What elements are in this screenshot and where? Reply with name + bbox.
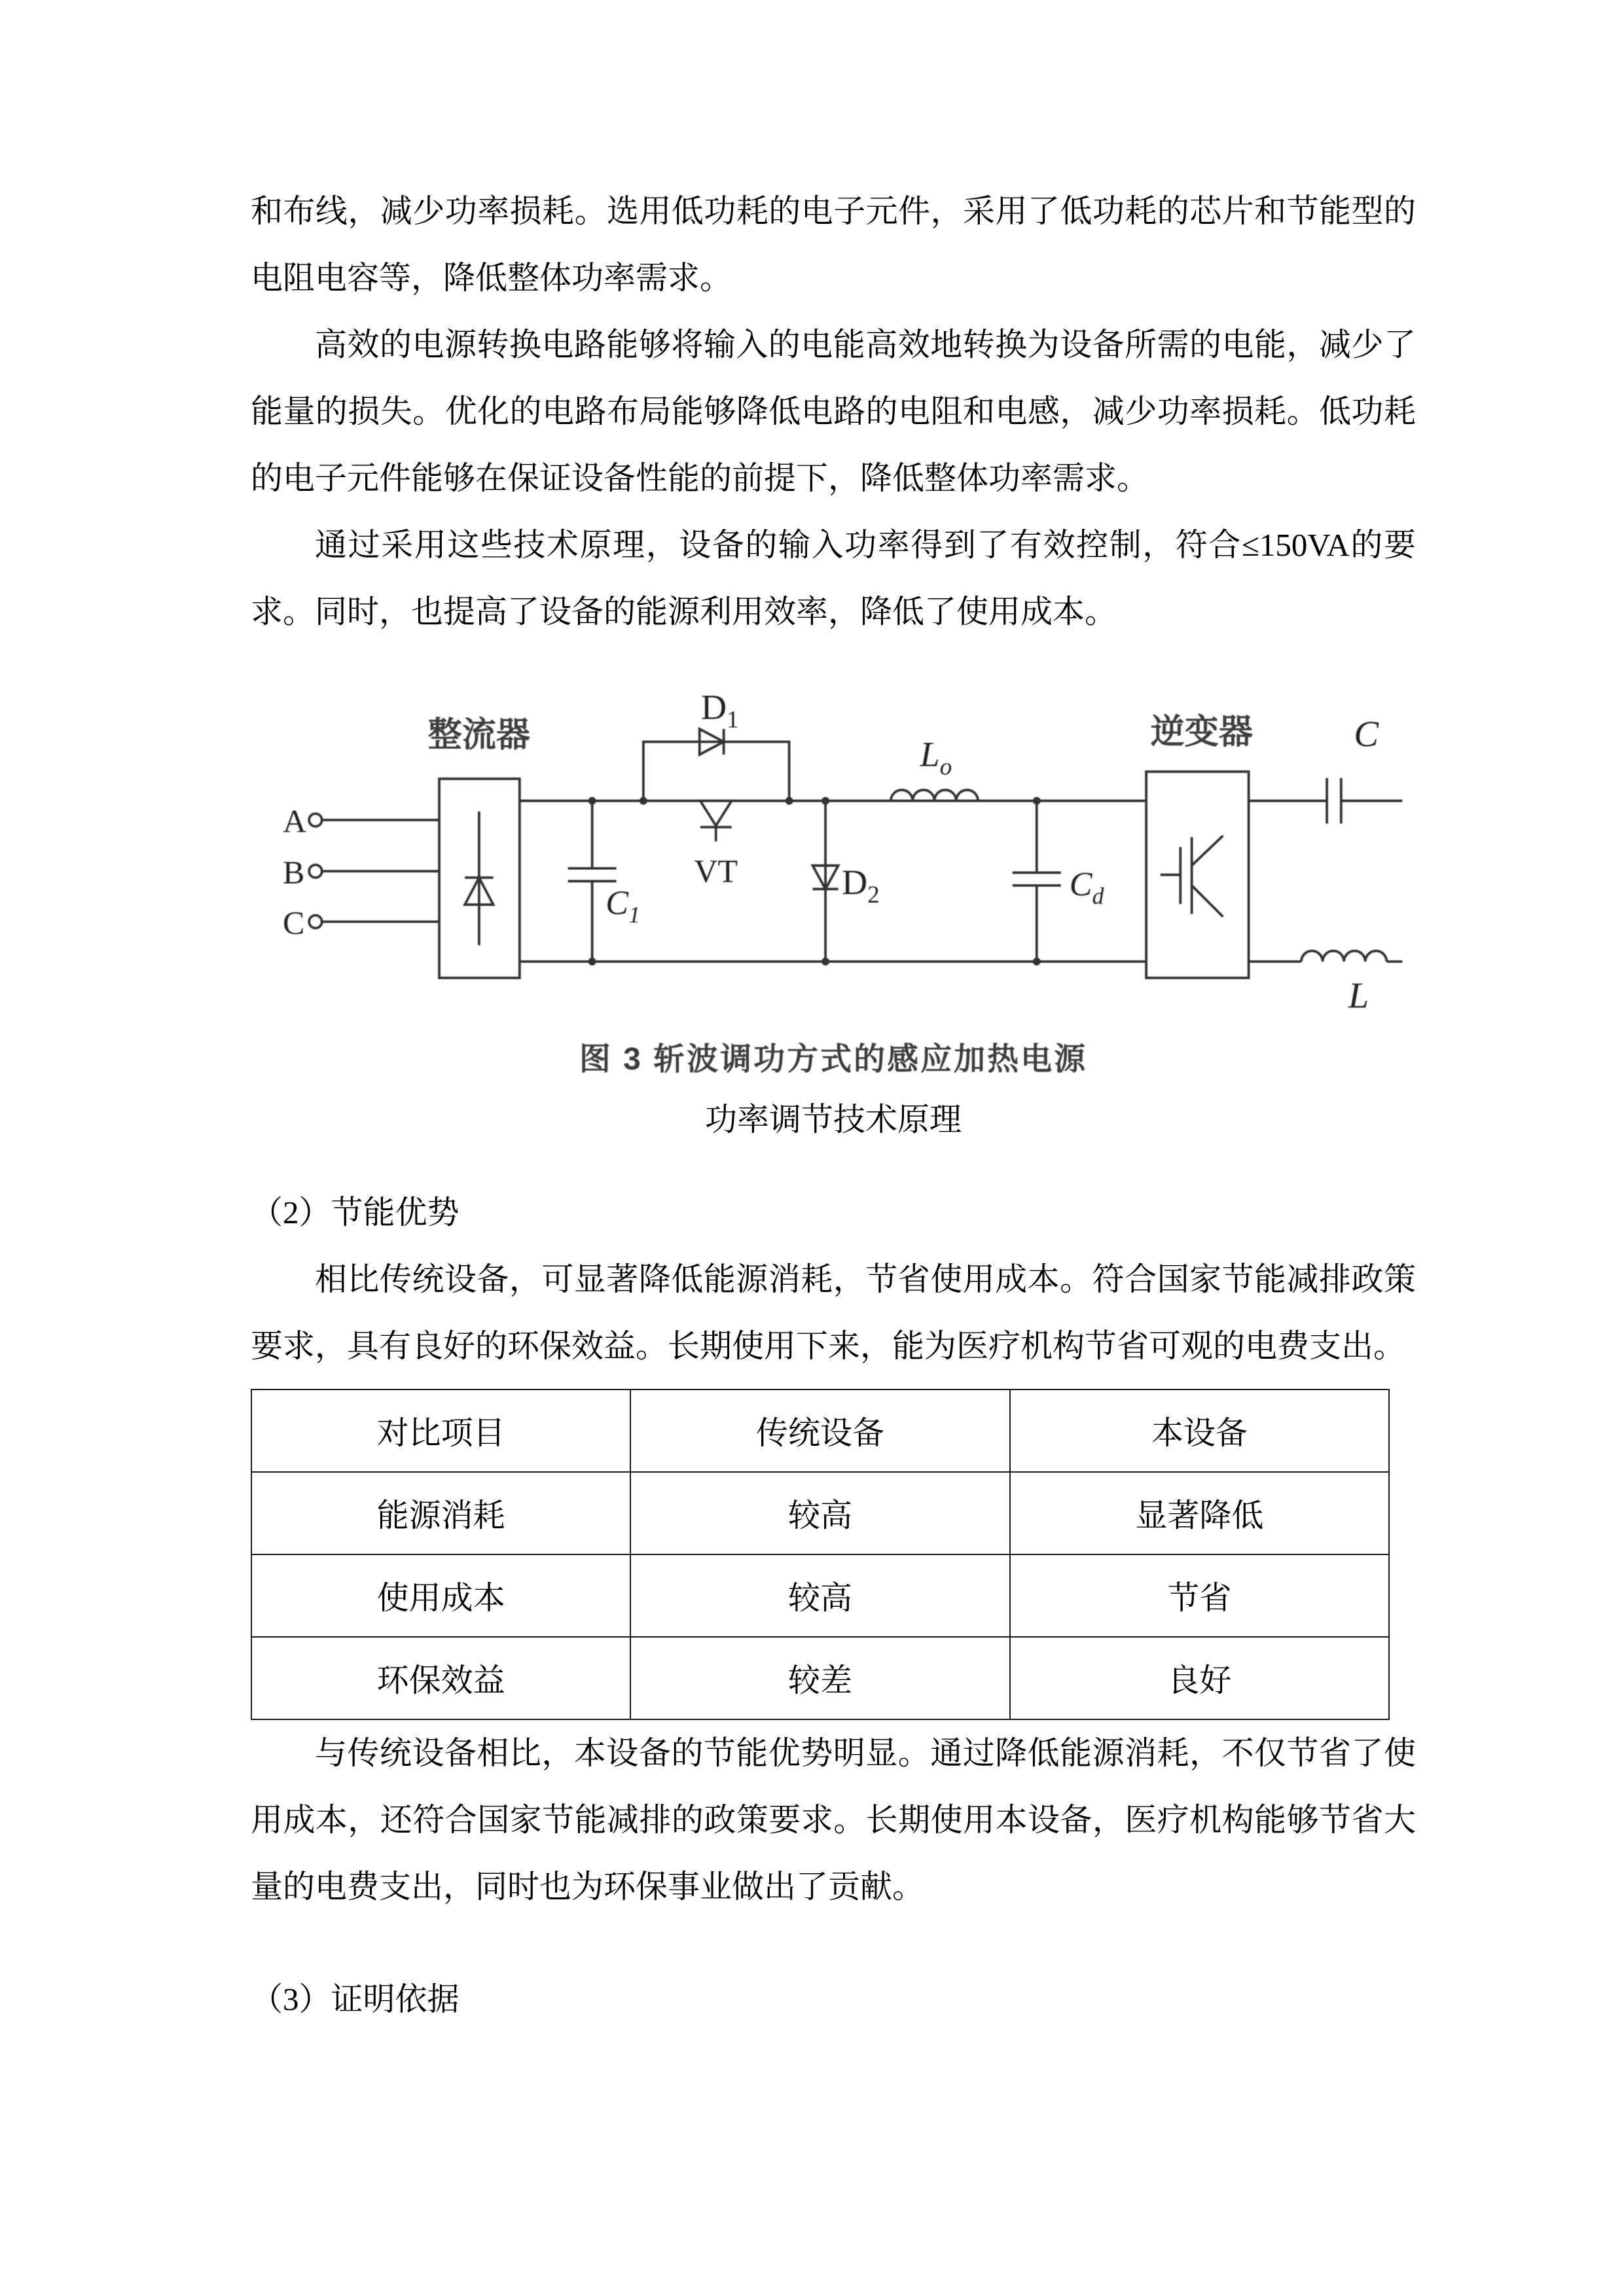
paragraph: 与传统设备相比，本设备的节能优势明显。通过降低能源消耗，不仅节省了使用成本，还符合国家节能减排的政策要求。长期使用本设备，医疗机构能够节省大量的电费支出，同时也为环保事业做出了贡献。 <box>251 1735 1416 1905</box>
c-out-label: C <box>1354 713 1379 755</box>
cd-base: C <box>1069 866 1092 904</box>
figure-image <box>264 681 1403 1079</box>
c1-base: C <box>605 884 629 922</box>
inverter-block <box>1146 772 1248 978</box>
phase-a-label: A <box>282 802 307 840</box>
table-header-row <box>251 1390 1389 1472</box>
output-capacitor-c <box>1249 778 1403 824</box>
cd-subscript: d <box>1092 883 1104 910</box>
paragraph: 通过采用这些技术原理，设备的输入功率得到了有效控制，符合≤150VA的要求。同时，也提高了设备的能源利用效率，降低了使用成本。 <box>251 527 1416 630</box>
capacitor-c1 <box>568 801 617 962</box>
table-header-cell: 本设备 <box>1010 1390 1389 1472</box>
d2-subscript: 2 <box>867 880 880 908</box>
table-cell: 显著降低 <box>1010 1472 1389 1554</box>
vt-label: VT <box>694 852 738 889</box>
d1-subscript: 1 <box>727 706 739 733</box>
table-cell: 使用成本 <box>251 1554 630 1637</box>
diode-d2 <box>812 801 838 962</box>
c1-subscript: 1 <box>628 901 640 928</box>
output-inductor-l <box>1249 951 1403 961</box>
c1-label <box>605 884 640 927</box>
figure-caption: 图 3 斩波调功方式的感应加热电源 <box>579 1042 1088 1077</box>
capacitor-cd <box>1013 801 1061 962</box>
d2-label <box>842 863 880 908</box>
inductor-l0 <box>891 790 978 801</box>
table-cell: 良好 <box>1010 1637 1389 1719</box>
inverter-label: 逆变器 <box>1150 713 1254 751</box>
junction-dots <box>588 797 1041 966</box>
diode-d1-branch <box>643 729 789 801</box>
paragraph-continuation: 和布线，减少功率损耗。选用低功耗的电子元件，采用了低功耗的芯片和节能型的电阻电容等，降低整体功率需求。 <box>251 193 1416 296</box>
phase-c-label: C <box>282 904 305 941</box>
cd-label <box>1070 866 1105 909</box>
l0-subscript: o <box>939 753 952 780</box>
rectifier-label: 整流器 <box>427 715 531 754</box>
l0-base: L <box>920 734 940 774</box>
d2-base: D <box>842 862 868 902</box>
paragraph: 相比传统设备，可显著降低能源消耗，节省使用成本。符合国家节能减排政策要求，具有良好的环保效益。长期使用下来，能为医疗机构节省可观的电费支出。 <box>251 1261 1416 1364</box>
table-row <box>251 1637 1389 1719</box>
circuit-figure <box>251 681 1416 1153</box>
section-2-heading: （2）节能优势 <box>251 1194 460 1230</box>
phase-b-label: B <box>282 853 305 891</box>
d1-base: D <box>700 687 727 727</box>
table-row <box>251 1472 1389 1554</box>
table-cell: 环保效益 <box>251 1637 630 1719</box>
circuit-diagram <box>264 681 1403 1026</box>
rectifier-block <box>439 779 520 978</box>
table-cell: 能源消耗 <box>251 1472 630 1554</box>
table-header-cell: 对比项目 <box>251 1390 630 1472</box>
table-cell: 节省 <box>1010 1554 1389 1637</box>
table-cell: 较高 <box>630 1554 1009 1637</box>
table-row <box>251 1554 1389 1637</box>
l-out-label: L <box>1348 975 1369 1016</box>
section-3-heading: （3）证明依据 <box>251 1981 460 2017</box>
comparison-table <box>251 1389 1390 1720</box>
table-cell: 较高 <box>630 1472 1009 1554</box>
three-phase-input-lines <box>309 814 439 928</box>
table-header-cell: 传统设备 <box>630 1390 1009 1472</box>
paragraph: 高效的电源转换电路能够将输入的电能高效地转换为设备所需的电能，减少了能量的损失。优化的电路布局能够降低电路的电阻和电感，减少功率损耗。低功耗的电子元件能够在保证设备性能的前提下，降低整体功率需求。 <box>251 327 1416 496</box>
d1-label <box>701 688 739 733</box>
figure-subtitle: 功率调节技术原理 <box>704 1102 962 1138</box>
chopper-transistor-vt <box>700 801 732 842</box>
l0-label <box>920 734 952 780</box>
table-cell: 较差 <box>630 1637 1009 1719</box>
